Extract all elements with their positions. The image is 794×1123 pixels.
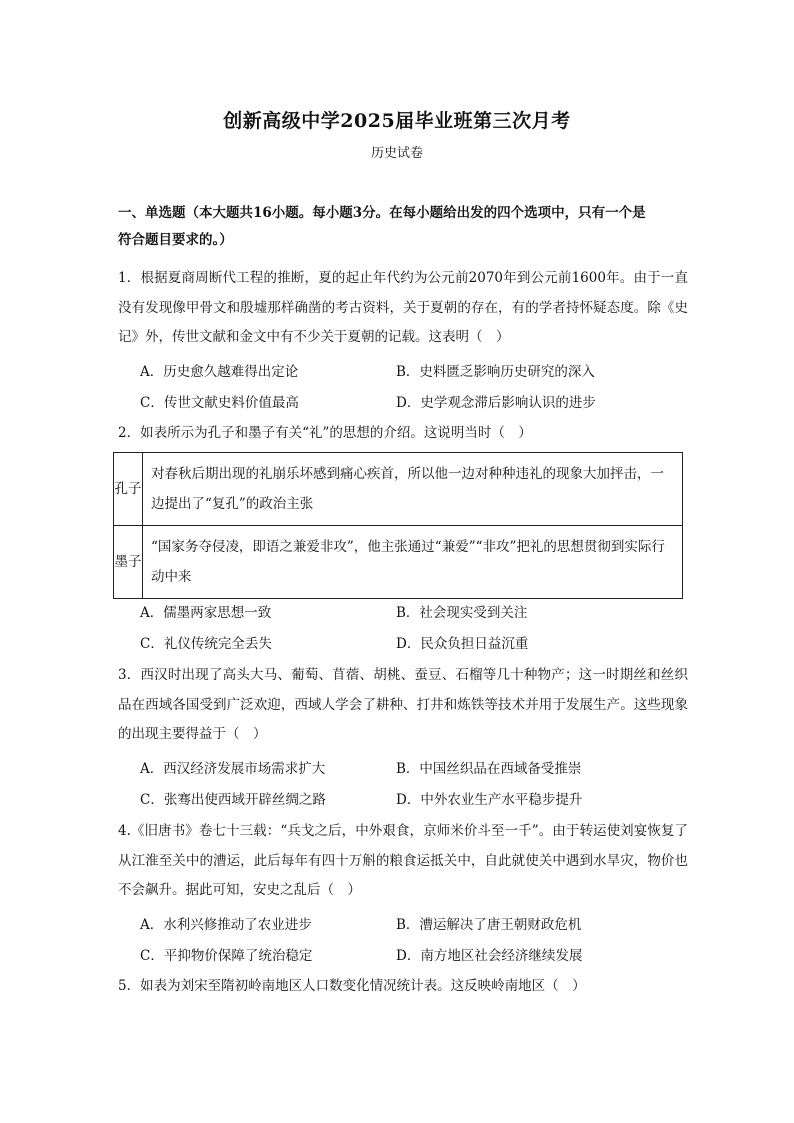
question-1-stem: 1．根据夏商周断代工程的推断，夏的起止年代约为公元前2070年到公元前1600年。由于一直没有发现像甲骨文和殷墟那样确凿的考古资料，关于夏朝的存在，有的学者持怀疑态度。除《史记》外，传世文献和金文中有不少关于夏朝的记载。这表明（ ） <box>118 270 688 345</box>
question-4-option-b[interactable]: B．漕运解决了唐王朝财政危机 <box>396 917 582 933</box>
question-2-option-b[interactable]: B．社会现实受到关注 <box>396 605 528 621</box>
exam-subtitle: 历史试卷 <box>370 146 423 161</box>
table-row <box>114 453 683 526</box>
question-1-option-b[interactable]: B．史料匮乏影响历史研究的深入 <box>396 364 595 380</box>
exam-title: 创新高级中学2025届毕业班第三次月考 <box>223 110 571 132</box>
table-row <box>114 526 683 599</box>
section-heading-line: 符合题目要求的。） <box>118 232 233 248</box>
table-row-label: 墨子 <box>114 526 143 599</box>
question-1-option-c[interactable]: C．传世文献史料价值最高 <box>140 395 299 411</box>
question-2-option-d[interactable]: D．民众负担日益沉重 <box>396 636 529 652</box>
table-row-content: 对春秋后期出现的礼崩乐坏感到痛心疾首，所以他一边对种种违礼的现象大加抨击，一边提出了“复孔”的政治主张 <box>143 453 683 526</box>
question-3-option-c[interactable]: C．张骞出使西域开辟丝绸之路 <box>140 792 326 808</box>
question-4-option-d[interactable]: D．南方地区社会经济继续发展 <box>396 948 583 964</box>
question-2-option-a[interactable]: A．儒墨两家思想一致 <box>140 605 272 621</box>
question-1-option-d[interactable]: D．史学观念滞后影响认识的进步 <box>396 395 596 411</box>
question-2-option-c[interactable]: C．礼仪传统完全丢失 <box>140 636 272 652</box>
section-heading-line: 一、单选题（本大题共16小题。每小题3分。在每小题给出发的四个选项中，只有一个是 <box>118 205 646 221</box>
question-2-table <box>113 452 683 599</box>
question-3-option-b[interactable]: B．中国丝织品在西域备受推崇 <box>396 761 582 777</box>
table-row-label: 孔子 <box>114 453 143 526</box>
question-5-stem: 5．如表为刘宋至隋初岭南地区人口数变化情况统计表。这反映岭南地区（ ） <box>118 978 586 994</box>
question-1-option-a[interactable]: A．历史愈久越难得出定论 <box>140 364 299 380</box>
question-3-option-a[interactable]: A．西汉经济发展市场需求扩大 <box>140 761 326 777</box>
question-4-stem: 4.《旧唐书》卷七十三载：“兵戈之后，中外艰食，京师米价斗至一千”。由于转运使刘宴恢复了从江淮至关中的漕运，此后每年有四十万斛的粮食运抵关中，自此就使关中遇到水旱灾，物价也不会飙升。据此可知，安史之乱后（ ） <box>118 823 688 898</box>
question-4-option-c[interactable]: C．平抑物价保障了统治稳定 <box>140 948 313 964</box>
question-3-option-d[interactable]: D．中外农业生产水平稳步提升 <box>396 792 583 808</box>
question-3-stem: 3．西汉时出现了高头大马、葡萄、苜蓿、胡桃、蚕豆、石榴等几十种物产；这一时期丝和丝织品在西域各国受到广泛欢迎，西域人学会了耕种、打井和炼铁等技术并用于发展生产。这些现象的出现主要得益于（ ） <box>118 667 688 742</box>
question-4-option-a[interactable]: A．水利兴修推动了农业进步 <box>140 917 312 933</box>
table-row-content: “国家务夺侵凌，即语之兼爱非攻”，他主张通过“兼爱”“非攻”把礼的思想贯彻到实际行动中来 <box>143 526 683 599</box>
section-heading <box>118 200 683 254</box>
question-2-stem: 2．如表所示为孔子和墨子有关“礼”的思想的介绍。这说明当时（ ） <box>118 425 532 441</box>
